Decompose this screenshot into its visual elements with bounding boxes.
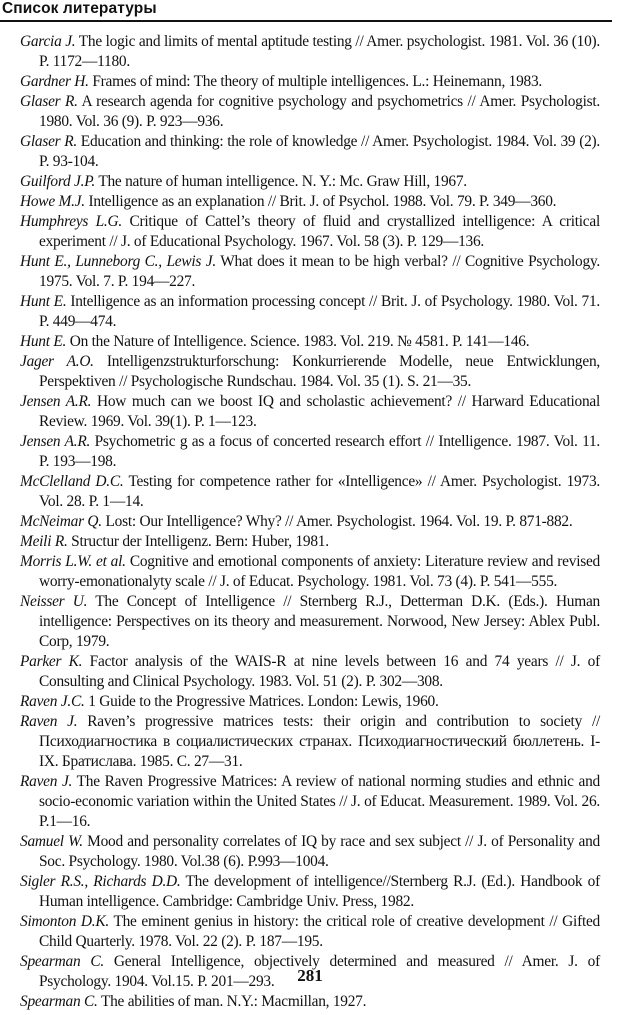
reference-entry bbox=[0, 72, 600, 92]
reference-author: Howe M.J. bbox=[20, 193, 85, 210]
reference-text: The Raven Progressive Matrices: A review of national norming studies and ethnic and socio-economic variation within the United States // J. of Educat. Measurement. 1989. Vol. 26. P.1—16. bbox=[39, 773, 600, 830]
reference-author: Spearman C. bbox=[20, 993, 98, 1010]
reference-text: What does it mean to be high verbal? // Cognitive Psychology. 1975. Vol. 7. P. 194—227. bbox=[39, 253, 600, 290]
reference-text: Mood and personality correlates of IQ by race and sex subject // J. of Personality and Soc. Psychology. 1980. Vol.38 (6). P.993—1004. bbox=[39, 833, 600, 870]
reference-author: Meili R. bbox=[20, 533, 68, 550]
reference-text: Psychometric g as a focus of concerted research effort // Intelligence. 1987. Vol. 11. P. 193—198. bbox=[39, 433, 600, 470]
reference-text: The nature of human intelligence. N. Y.: Mc. Graw Hill, 1967. bbox=[95, 173, 467, 190]
reference-entry bbox=[0, 772, 600, 832]
reference-author: Humphreys L.G. bbox=[20, 213, 122, 230]
reference-author: Hunt E. bbox=[20, 333, 67, 350]
reference-entry bbox=[0, 132, 600, 172]
reference-author: Spearman C. bbox=[20, 953, 104, 970]
reference-text: 1 Guide to the Progressive Matrices. London: Lewis, 1960. bbox=[84, 693, 439, 710]
reference-entry bbox=[0, 32, 600, 72]
reference-author: Gardner H. bbox=[20, 73, 89, 90]
reference-author: McClelland D.C. bbox=[20, 473, 124, 490]
reference-entry bbox=[0, 472, 600, 512]
reference-author: Garcia J. bbox=[20, 33, 76, 50]
reference-author: Guilford J.P. bbox=[20, 173, 95, 190]
reference-author: McNeimar Q. bbox=[20, 513, 102, 530]
reference-author: Samuel W. bbox=[20, 833, 83, 850]
reference-entry bbox=[0, 392, 600, 432]
reference-text: How much can we boost IQ and scholastic achievement? // Harward Educational Review. 1969. Vol. 39(1). P. 1—123. bbox=[39, 393, 600, 430]
reference-author: Sigler R.S., Richards D.D. bbox=[20, 873, 181, 890]
reference-text: The development of intelligence//Sternberg R.J. (Ed.). Handbook of Human intelligence. Cambridge: Cambridge Univ. Press, 1982. bbox=[39, 873, 600, 910]
reference-entry bbox=[0, 532, 600, 552]
reference-text: Lost: Our Intelligence? Why? // Amer. Psychologist. 1964. Vol. 19. P. 871-882. bbox=[101, 513, 573, 530]
reference-author: Hunt E., Lunneborg C., Lewis J. bbox=[20, 253, 216, 270]
reference-text: Factor analysis of the WAIS-R at nine levels between 16 and 74 years // J. of Consulting and Clinical Psychology. 1983. Vol. 51 (2). P. 302—308. bbox=[39, 653, 600, 690]
reference-text: General Intelligence, objectively determined and measured // Amer. J. of Psychology. 1904. Vol.15. P. 201—293. bbox=[39, 953, 600, 990]
reference-text: Cognitive and emotional components of anxiety: Literature review and revised worry-emonationalyty scale // J. of Educat. Psychology. 1981. Vol. 73 (4). P. 541—555. bbox=[39, 553, 600, 590]
reference-entry bbox=[0, 172, 600, 192]
reference-entry bbox=[0, 872, 600, 912]
reference-entry bbox=[0, 512, 600, 532]
reference-author: Neisser U. bbox=[20, 593, 88, 610]
reference-author: Hunt E. bbox=[20, 293, 67, 310]
reference-list bbox=[0, 32, 600, 1012]
header-rule bbox=[0, 20, 612, 22]
reference-entry bbox=[0, 292, 600, 332]
reference-text: A research agenda for cognitive psychology and psychometrics // Amer. Psychologist. 1980. Vol. 36 (9). P. 923—936. bbox=[39, 93, 600, 130]
running-header: Список литературы bbox=[2, 0, 157, 17]
reference-text: The abilities of man. N.Y.: Macmillan, 1927. bbox=[97, 993, 367, 1010]
page-number: 281 bbox=[297, 966, 323, 985]
reference-entry bbox=[0, 332, 600, 352]
reference-entry bbox=[0, 692, 600, 712]
reference-author: Raven J. bbox=[20, 713, 78, 730]
reference-text: Intelligence as an information processing concept // Brit. J. of Psychology. 1980. Vol. 71. P. 449—474. bbox=[39, 293, 600, 330]
reference-entry bbox=[0, 992, 600, 1012]
reference-entry bbox=[0, 592, 600, 652]
reference-entry bbox=[0, 92, 600, 132]
reference-entry bbox=[0, 712, 600, 772]
reference-text: Education and thinking: the role of knowledge // Amer. Psychologist. 1984. Vol. 39 (2). P. 93-104. bbox=[39, 133, 600, 170]
reference-entry bbox=[0, 352, 600, 392]
reference-author: Jensen A.R. bbox=[20, 433, 91, 450]
reference-text: The eminent genius in history: the critical role of creative development // Gifted Child Quarterly. 1978. Vol. 22 (2). P. 187—195. bbox=[39, 913, 600, 950]
reference-entry bbox=[0, 552, 600, 592]
reference-text: Testing for competence rather for «Intelligence» // Amer. Psychologist. 1973. Vol. 28. P. 1—14. bbox=[39, 473, 600, 510]
reference-text: Structur der Intelligenz. Bern: Huber, 1981. bbox=[67, 533, 329, 550]
reference-entry bbox=[0, 192, 600, 212]
reference-author: Parker K. bbox=[20, 653, 83, 670]
reference-author: Raven J.C. bbox=[20, 693, 85, 710]
reference-text: On the Nature of Intelligence. Science. 1983. Vol. 219. № 4581. P. 141—146. bbox=[66, 333, 530, 350]
reference-author: Raven J. bbox=[20, 773, 73, 790]
reference-author: Simonton D.K. bbox=[20, 913, 109, 930]
reference-text: The logic and limits of mental aptitude testing // Amer. psychologist. 1981. Vol. 36 (10). P. 1172—1180. bbox=[39, 33, 601, 70]
reference-entry bbox=[0, 432, 600, 472]
reference-text: Raven’s progressive matrices tests: their origin and contribution to society // Психодиагностика в социалистических странах. Психодиагностический бюллетень. I-IX. Братислава. 1985. С. 27—31. bbox=[39, 713, 600, 770]
reference-text: Intelligence as an explanation // Brit. J. of Psychol. 1988. Vol. 79. P. 349—360. bbox=[84, 193, 557, 210]
reference-text: Critique of Cattel’s theory of fluid and crystallized intelligence: A critical experiment // J. of Educational Psychology. 1967. Vol. 58 (3). P. 129—136. bbox=[39, 213, 600, 250]
reference-author: Glaser R. bbox=[20, 133, 77, 150]
reference-text: Frames of mind: The theory of multiple intelligences. L.: Heinemann, 1983. bbox=[88, 73, 543, 90]
reference-author: Glaser R. bbox=[20, 93, 78, 110]
reference-author: Jager A.O. bbox=[20, 353, 94, 370]
reference-entry bbox=[0, 252, 600, 292]
reference-entry bbox=[0, 832, 600, 872]
reference-text: Intelligenzstrukturforschung: Konkurrierende Modelle, neue Entwicklungen, Perspektiven // Psychologische Rundschau. 1984. Vol. 35 (1). S. 21—35. bbox=[39, 353, 600, 390]
reference-text: The Concept of Intelligence // Sternberg R.J., Detterman D.K. (Eds.). Human intelligence: Perspectives on its theory and measurement. Norwood, New Jersey: Ablex Publ. Corp, 1979. bbox=[39, 593, 600, 650]
reference-author: Jensen A.R. bbox=[20, 393, 92, 410]
reference-author: Morris L.W. et al. bbox=[20, 553, 126, 570]
reference-entry bbox=[0, 912, 600, 952]
reference-entry bbox=[0, 212, 600, 252]
reference-entry bbox=[0, 652, 600, 692]
